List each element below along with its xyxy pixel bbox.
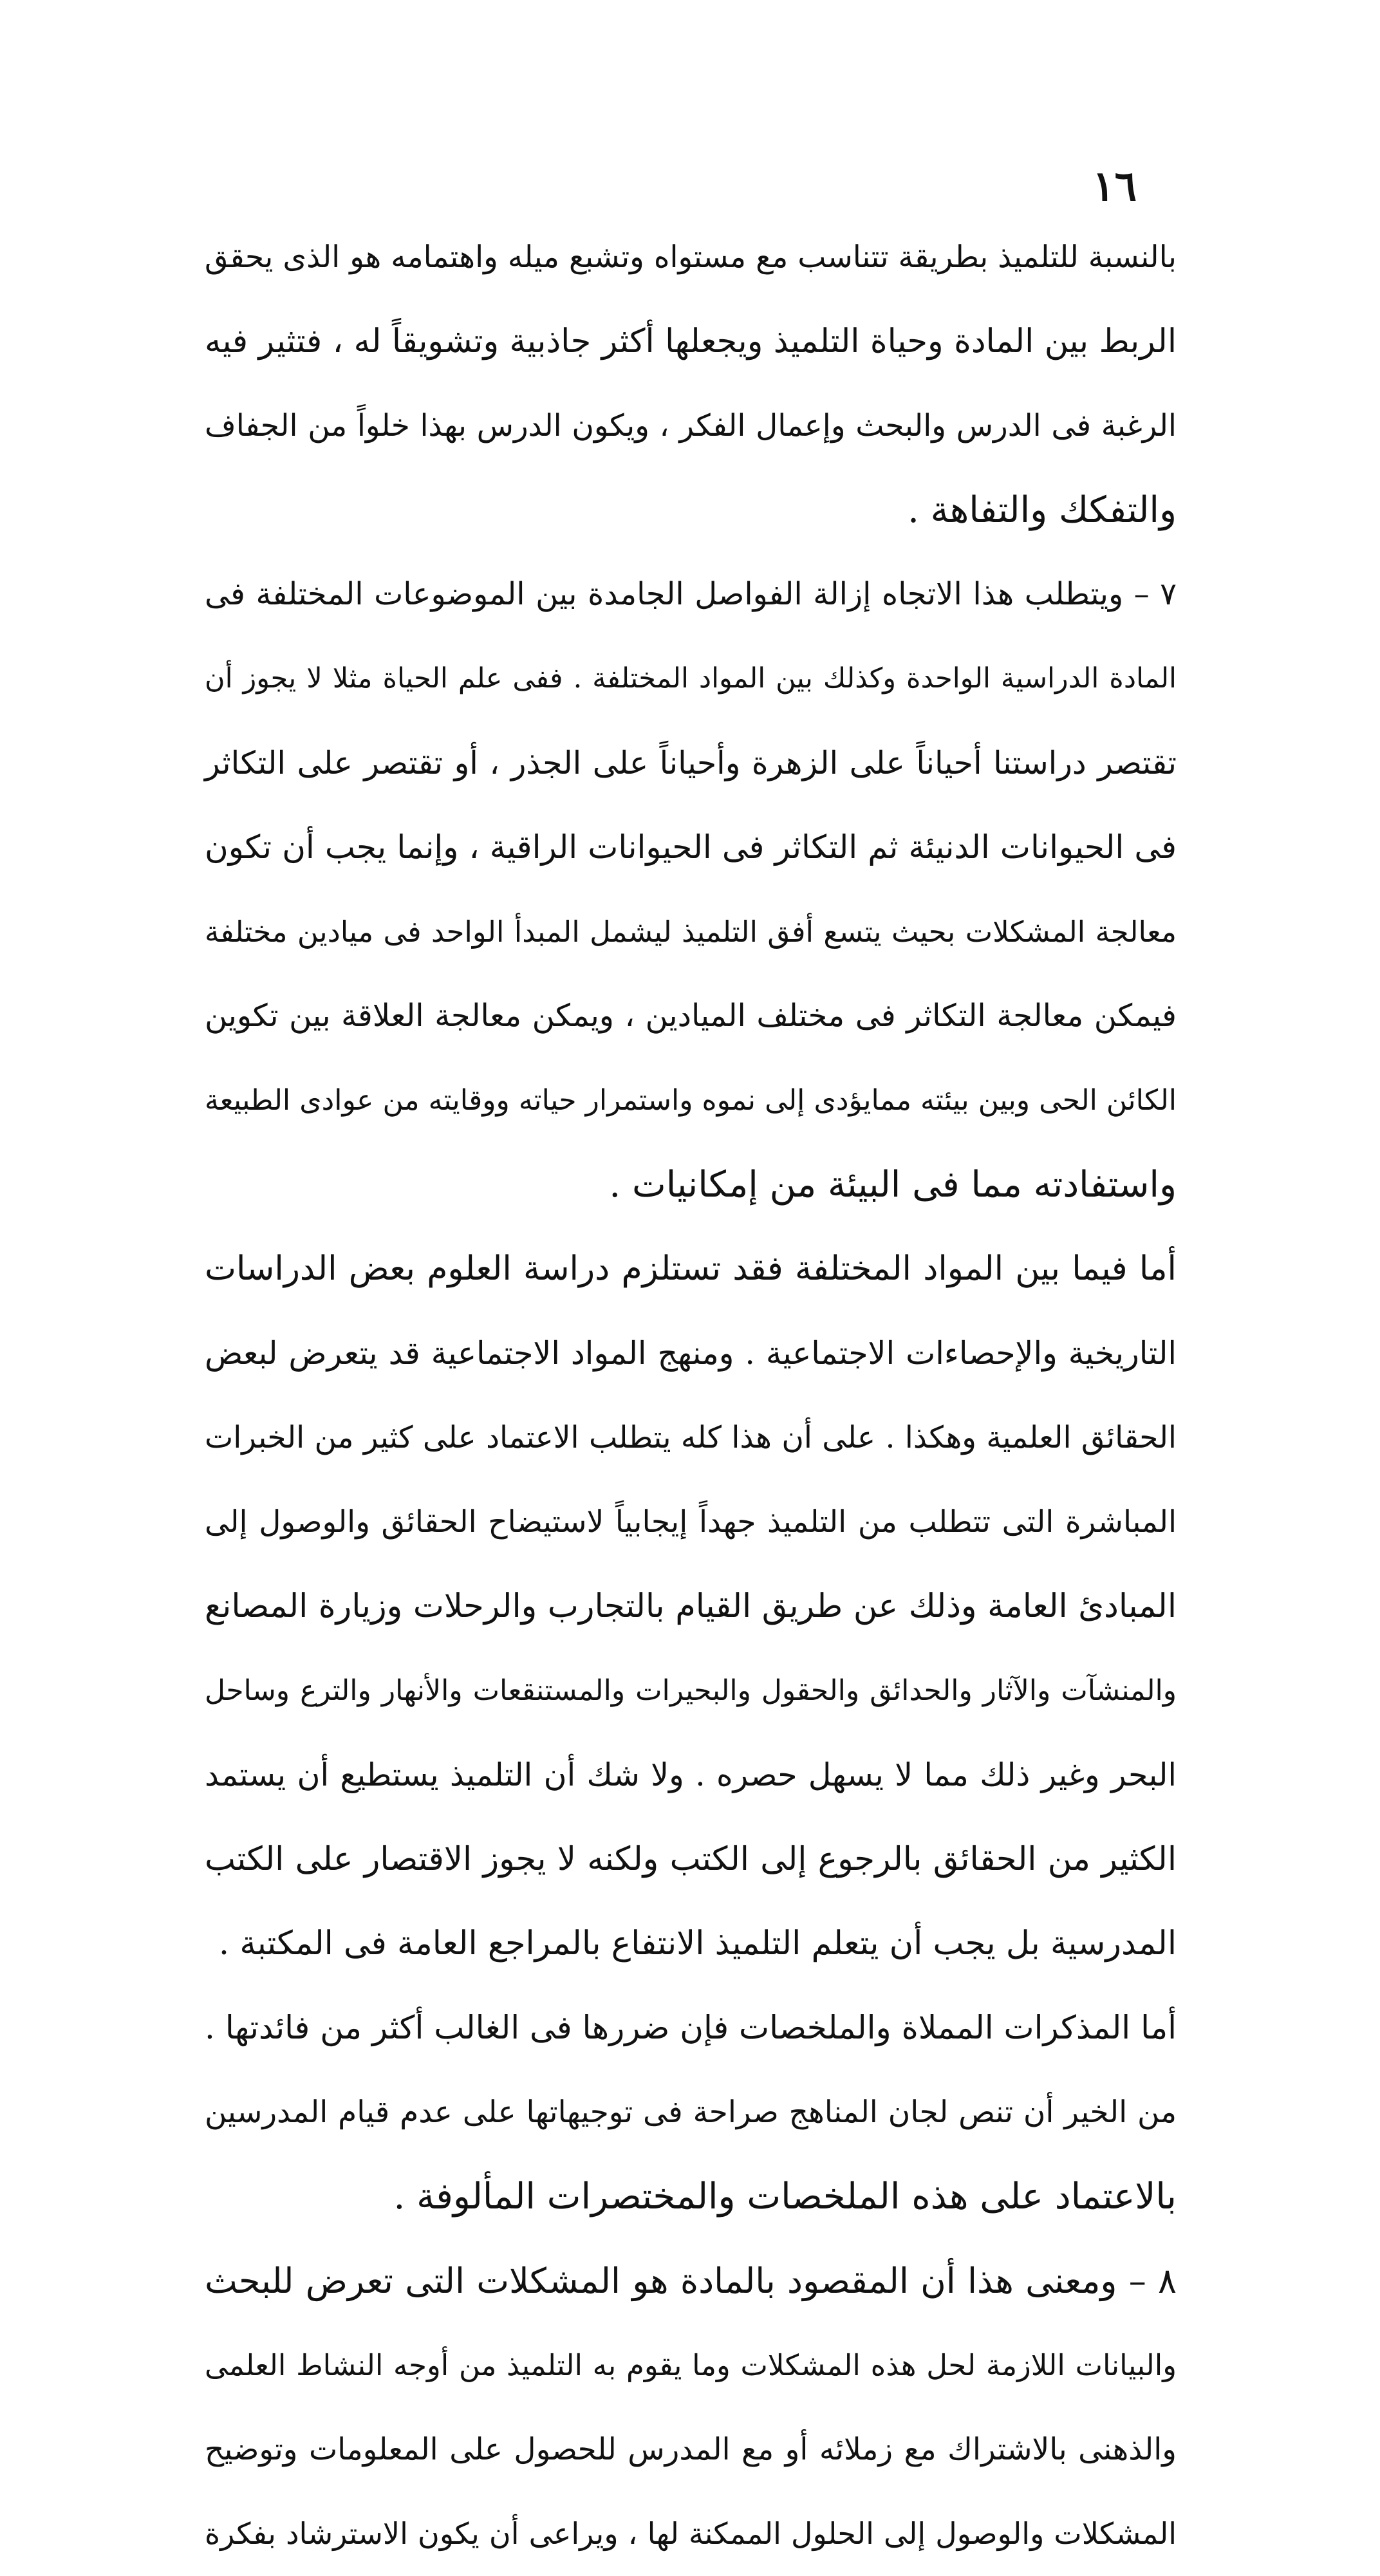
text-line: المباشرة التى تتطلب من التلميذ جهداً إيجابياً لاستيضاح الحقائق والوصول إلى (205, 1504, 1177, 1540)
paragraph-end-line: والتفكك والتفاهة . (908, 489, 1177, 531)
text-line: المشكلات والوصول إلى الحلول الممكنة لها ، ويراعى أن يكون الاسترشاد بفكرة (205, 2516, 1177, 2551)
text-line: أما المذكرات المملاة والملخصات فإن ضررها فى الغالب أكثر من فائدتها . (205, 2009, 1177, 2046)
text-line: البحر وغير ذلك مما لا يسهل حصره . ولا شك أن التلميذ يستطيع أن يستمد (205, 1757, 1177, 1793)
paragraph-end-line: واستفادته مما فى البيئة من إمكانيات . (609, 1164, 1177, 1206)
text-line: والمنشآت والآثار والحدائق والحقول والبحيرات والمستنقعات والأنهار والترع وساحل (205, 1674, 1177, 1707)
text-line: المبادئ العامة وذلك عن طريق القيام بالتجارب والرحلات وزيارة المصانع (205, 1587, 1177, 1625)
text-line: الحقائق العلمية وهكذا . على أن هذا كله يتطلب الاعتماد على كثير من الخبرات (205, 1420, 1177, 1455)
text-line: فى الحيوانات الدنيئة ثم التكاثر فى الحيوانات الراقية ، وإنما يجب أن تكون (205, 828, 1177, 866)
paragraph-end-line: المدرسية بل يجب أن يتعلم التلميذ الانتفاع بالمراجع العامة فى المكتبة . (218, 1925, 1177, 1963)
paragraph-end-line: بالاعتماد على هذه الملخصات والمختصرات المألوفة . (393, 2176, 1177, 2217)
text-line: والذهنى بالاشتراك مع زملائه أو مع المدرس للحصول على المعلومات وتوضيح (205, 2432, 1177, 2467)
page-number: ١٦ (1092, 162, 1137, 210)
text-line: ٨ – ومعنى هذا أن المقصود بالمادة هو المشكلات التى تعرض للبحث (205, 2261, 1177, 2301)
text-line: الكائن الحى وبين بيئته ممايؤدى إلى نموه واستمرار حياته ووقايته من عوادى الطبيعة (205, 1084, 1177, 1117)
text-line: الرغبة فى الدرس والبحث وإعمال الفكر ، ويكون الدرس بهذا خلواً من الجفاف (205, 408, 1177, 443)
body-text (205, 215, 1177, 2576)
text-line: بالنسبة للتلميذ بطريقة تتناسب مع مستواه وتشبع ميله واهتمامه هو الذى يحقق (205, 239, 1177, 275)
text-line: ٧ – ويتطلب هذا الاتجاه إزالة الفواصل الجامدة بين الموضوعات المختلفة فى (205, 576, 1177, 612)
text-line: المادة الدراسية الواحدة وكذلك بين المواد المختلفة . ففى علم الحياة مثلا لا يجوز أن (205, 662, 1177, 695)
text-line: فيمكن معالجة التكاثر فى مختلف الميادين ، ويمكن معالجة العلاقة بين تكوين (205, 998, 1177, 1034)
text-line: الكثير من الحقائق بالرجوع إلى الكتب ولكنه لا يجوز الاقتصار على الكتب (205, 1840, 1177, 1878)
text-line: أما فيما بين المواد المختلفة فقد تستلزم دراسة العلوم بعض الدراسات (205, 1249, 1177, 1288)
text-line: الربط بين المادة وحياة التلميذ ويجعلها أكثر جاذبية وتشويقاً له ، فتثير فيه (205, 322, 1177, 360)
text-line: تقتصر دراستنا أحياناً على الزهرة وأحياناً على الجذر ، أو تقتصر على التكاثر (205, 745, 1177, 781)
text-line: معالجة المشكلات بحيث يتسع أفق التلميذ ليشمل المبدأ الواحد فى ميادين مختلفة (205, 915, 1177, 949)
text-line: من الخير أن تنص لجان المناهج صراحة فى توجيهاتها على عدم قيام المدرسين (205, 2095, 1177, 2130)
text-line: والبيانات اللازمة لحل هذه المشكلات وما يقوم به التلميذ من أوجه النشاط العلمى (205, 2348, 1177, 2382)
text-line: التاريخية والإحصاءات الاجتماعية . ومنهج المواد الاجتماعية قد يتعرض لبعض (205, 1335, 1177, 1372)
